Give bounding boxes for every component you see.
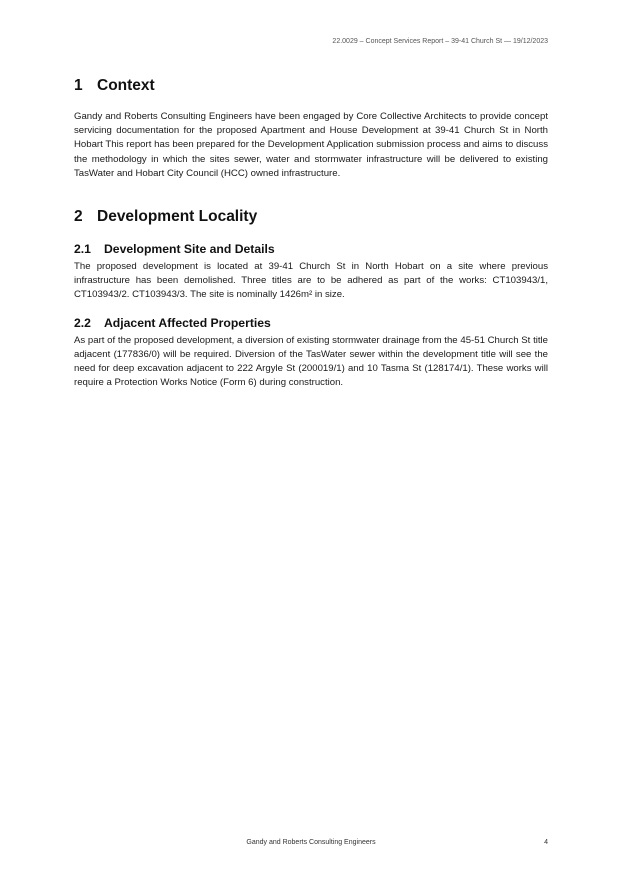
subsection-number: 2.2 xyxy=(74,315,91,330)
subsection-number: 2.1 xyxy=(74,242,91,257)
section-heading-context xyxy=(74,76,548,96)
subsection-heading-adjacent-properties xyxy=(74,315,548,331)
running-header: 22.0029 – Concept Services Report – 39-41 Church St — 19/12/2023 xyxy=(332,38,548,45)
context-paragraph: Gandy and Roberts Consulting Engineers have been engaged by Core Collective Architects to provide concept servicing documentation for the proposed Apartment and House Development at 39-41 Church St in North Hobart This report has been prepared for the Development Application submission process and aims to discuss the methodology in which the sites sewer, water and stormwater infrastructure will be delivered to existing TasWater and Hobart City Council (HCC) owned infrastructure. xyxy=(74,111,548,179)
subsection-title: Adjacent Affected Properties xyxy=(104,315,271,330)
section-number: 2 xyxy=(74,208,83,226)
subsection-heading-site-details xyxy=(74,241,548,257)
adjacent-properties-paragraph: As part of the proposed development, a diversion of existing stormwater drainage from the 45-51 Church St title adjacent (177836/0) will be required. Diversion of the TasWater sewer within the development title will see the need for deep excavation adjacent to 222 Argyle St (200019/1) and 10 Tasma St (128174/1). These works will require a Protection Works Notice (Form 6) during construction. xyxy=(74,334,548,389)
page-number: 4 xyxy=(544,839,548,846)
section-heading-development-locality xyxy=(74,207,548,227)
subsection-title: Development Site and Details xyxy=(104,242,275,257)
site-details-paragraph: The proposed development is located at 39-41 Church St in North Hobart on a site where previous infrastructure has been demolished. Three titles are to be adhered as part of the works: CT103943/1, CT103943/2. CT103943/3. The site is nominally 1426m² in size. xyxy=(74,261,548,301)
section-title: Context xyxy=(97,77,155,94)
page-content xyxy=(74,74,548,390)
section-title: Development Locality xyxy=(97,208,258,226)
section-number: 1 xyxy=(74,77,83,94)
footer-company: Gandy and Roberts Consulting Engineers xyxy=(246,839,376,846)
